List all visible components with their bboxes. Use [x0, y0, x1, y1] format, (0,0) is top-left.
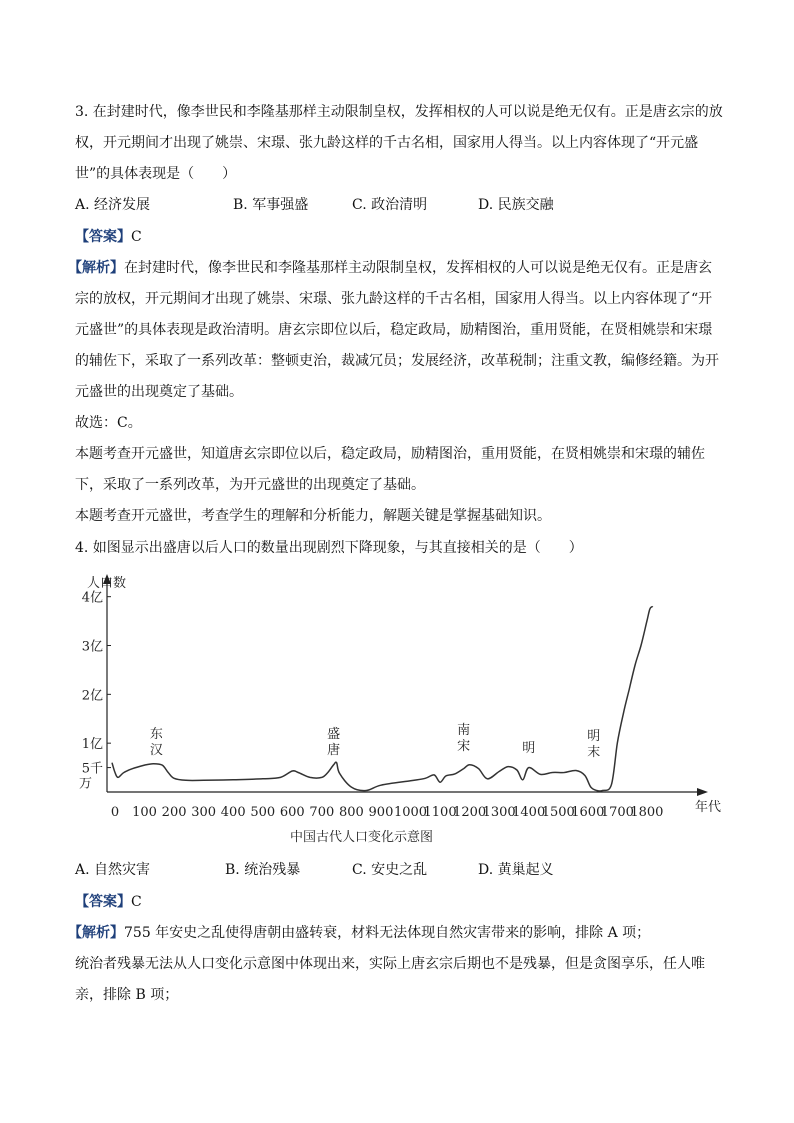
analysis-line: 宗的放权，开元期间才出现了姚崇、宋璟、张九龄这样的千古名相，国家用人得当。以上内容体现了“开: [75, 291, 713, 307]
chart-annotation: 南: [457, 723, 471, 738]
y-tick-label: 5千: [81, 761, 103, 777]
q3-analysis-body: [75, 284, 720, 532]
q4-option-c[interactable]: C. 安史之乱: [352, 862, 428, 878]
analysis-line: 元盛世的出现奠定了基础。: [75, 384, 243, 400]
x-tick-label: 1400: [512, 805, 546, 820]
chart-axes: [103, 574, 708, 796]
x-tick-label: 1600: [571, 805, 605, 820]
x-tick-label: 1100: [423, 805, 457, 820]
chart-annotation: 盛: [327, 727, 341, 742]
summary-line: 下，采取了一系列改革，为开元盛世的出现奠定了基础。: [75, 477, 425, 493]
q3-stem-line: 权，开元期间才出现了姚崇、宋璟、张九龄这样的千古名相，国家用人得当。以上内容体现了“开元盛: [75, 135, 699, 151]
x-tick-label: 0: [110, 805, 120, 820]
answer-value: C: [131, 229, 142, 245]
x-tick-label: 400: [220, 805, 246, 820]
x-ticks: [111, 805, 664, 820]
x-tick-label: 200: [161, 805, 187, 820]
q4-analysis-body: [75, 949, 720, 1011]
summary-line: 本题考查开元盛世，知道唐玄宗即位以后，稳定政局，励精图治，重用贤能，在贤相姚崇和宋璟的辅佐: [75, 446, 705, 462]
q4-option-a[interactable]: A. 自然灾害: [75, 862, 151, 878]
q4-option-b[interactable]: B. 统治残暴: [225, 862, 301, 878]
chart-annotations: [150, 722, 600, 760]
q3-stem-line: 3. 在封建时代，像李世民和李隆基那样主动限制皇权，发挥相权的人可以说是绝无仅有。正是唐玄宗的放: [75, 104, 723, 120]
y-tick-label: 4亿: [81, 590, 103, 606]
q4-answer: 【答案】C: [75, 894, 142, 910]
x-tick-label: 1700: [600, 805, 634, 820]
q3-stem-line: 世”的具体表现是（ ）: [75, 166, 237, 182]
analysis-line: 755 年安史之乱使得唐朝由盛转衰，材料无法体现自然灾害带来的影响，排除 A 项；: [124, 925, 651, 941]
chart-annotation: 明: [587, 729, 601, 744]
x-tick-label: 1300: [482, 805, 516, 820]
q4-stem-line: 4. 如图显示出盛唐以后人口的数量出现剧烈下降现象，与其直接相关的是（ ）: [75, 540, 583, 556]
x-tick-label: 100: [132, 805, 157, 820]
x-tick-label: 600: [279, 805, 305, 820]
y-ticks: [79, 591, 111, 792]
q3-option-b[interactable]: B. 军事强盛: [233, 197, 309, 213]
x-tick-label: 1200: [453, 805, 487, 820]
population-chart: [70, 568, 730, 850]
q3-analysis: 【解析】在封建时代，像李世民和李隆基那样主动限制皇权，发挥相权的人可以说是绝无仅有。正是唐玄: [68, 260, 712, 276]
x-axis-label: 年代: [695, 800, 722, 815]
choose-line: 故选：C。: [75, 415, 142, 431]
q4-analysis: 【解析】755 年安史之乱使得唐朝由盛转衰，材料无法体现自然灾害带来的影响，排除 A 项；: [68, 925, 651, 941]
analysis-tag: 解析: [82, 260, 110, 276]
x-tick-label: 1000: [393, 805, 428, 820]
analysis-line: 统治者残暴无法从人口变化示意图中体现出来，实际上唐玄宗后期也不是残暴，但是贪图享乐，任人唯: [75, 956, 705, 972]
chart-annotation: 末: [587, 745, 601, 760]
x-tick-label: 800: [338, 805, 364, 820]
answer-tag: 答案: [89, 229, 117, 245]
x-axis-arrow: [697, 788, 708, 796]
population-series-line: [112, 606, 653, 791]
analysis-line: 在封建时代，像李世民和李隆基那样主动限制皇权，发挥相权的人可以说是绝无仅有。正是唐玄: [124, 260, 712, 276]
chart-annotation: 明: [522, 741, 536, 756]
summary-line: 本题考查开元盛世，考查学生的理解和分析能力，解题关键是掌握基础知识。: [75, 508, 551, 524]
x-tick-label: 1800: [630, 805, 664, 820]
x-tick-label: 500: [250, 805, 276, 820]
y-tick-label: 2亿: [81, 688, 103, 704]
x-tick-label: 700: [309, 805, 335, 820]
analysis-line: 亲，排除 B 项；: [75, 987, 179, 1003]
chart-annotation: 汉: [149, 743, 163, 758]
y-tick-label: 3亿: [81, 639, 103, 655]
chart-title: 中国古代人口变化示意图: [290, 830, 434, 845]
chart-annotation: 宋: [457, 739, 471, 754]
q3-answer: 【答案】C: [75, 229, 142, 245]
x-tick-label: 900: [368, 805, 394, 820]
analysis-line: 的辅佐下，采取了一系列改革：整顿吏治，裁减冗员；发展经济，改革税制；注重文教，编修经籍。为开: [75, 353, 719, 369]
y-axis-label: 人口数: [87, 576, 127, 591]
analysis-tag: 解析: [82, 925, 110, 941]
q3-option-c[interactable]: C. 政治清明: [352, 197, 428, 213]
q4-option-d[interactable]: D. 黄巢起义: [478, 862, 554, 878]
answer-value: C: [131, 894, 142, 910]
x-tick-label: 1500: [541, 805, 575, 820]
x-tick-label: 300: [191, 805, 217, 820]
analysis-line: 元盛世”的具体表现是政治清明。唐玄宗即位以后，稳定政局，励精图治，重用贤能，在贤相姚崇和宋璟: [75, 322, 713, 338]
q3-stem: [75, 97, 723, 190]
answer-tag: 答案: [89, 894, 117, 910]
q4-stem: [75, 533, 720, 564]
q3-option-d[interactable]: D. 民族交融: [478, 197, 554, 213]
y-tick-label: 1亿: [81, 737, 103, 753]
chart-annotation: 东: [149, 727, 163, 742]
y-tick-label-wan: 万: [78, 776, 92, 792]
q3-option-a[interactable]: A. 经济发展: [75, 197, 151, 213]
chart-annotation: 唐: [327, 743, 341, 758]
